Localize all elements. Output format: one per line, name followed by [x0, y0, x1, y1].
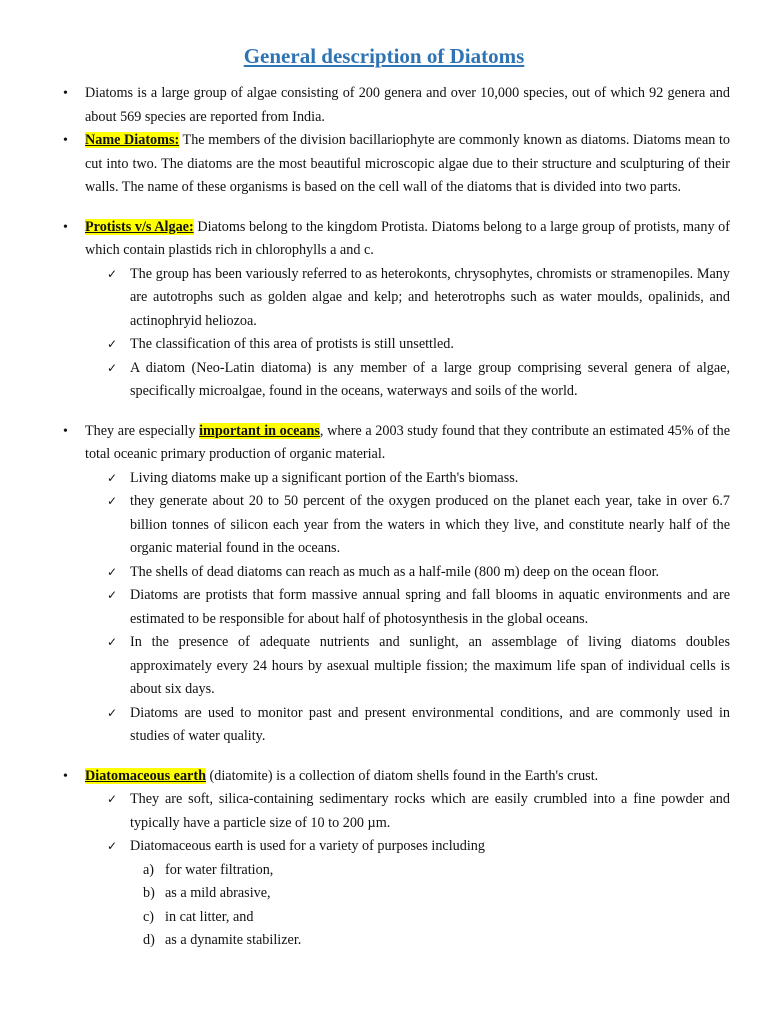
bullet-text: The members of the division bacillariophyte are commonly known as diatoms. Diatoms mean to cut into two. The diatoms are the most beautiful microscopic algae due to their structure and sculpturing of their walls. The name of these organisms is based on the cell wall of the diatoms that is divided into two parts.	[85, 132, 730, 195]
highlight-label: important in oceans	[199, 422, 320, 439]
use-text: as a dynamite stabilizer.	[165, 932, 302, 948]
use-item	[143, 882, 730, 906]
bullet-text: , where a 2003 study found that they contribute an estimated 45% of the total oceanic primary production of organic material.	[85, 422, 731, 462]
bullet-overview	[85, 82, 730, 129]
highlight-label: Diatomaceous earth	[85, 767, 206, 784]
bullet-text: Diatoms belong to the kingdom Protista. Diatoms belong to a large group of protists, many of which contain plastids rich in chlorophylls a and c.	[85, 218, 731, 258]
use-text: in cat litter, and	[165, 908, 254, 925]
check-item: ✓ The shells of dead diatoms can reach as much as a half-mile (800 m) deep on the ocean floor.	[130, 561, 730, 585]
bullet-text: Diatoms is a large group of algae consisting of 200 genera and over 10,000 species, out of which 92 genera and about 569 species are reported from India.	[85, 85, 730, 125]
check-item: ✓ Diatoms are used to monitor past and present environmental conditions, and are commonly used in studies of water quality.	[130, 702, 730, 749]
bullet-diatomaceous-earth	[85, 765, 730, 789]
bullet-text: (diatomite) is a collection of diatom shells found in the Earth's crust.	[205, 767, 599, 784]
check-list-protists	[85, 263, 730, 404]
check-list-oceans	[85, 467, 730, 749]
use-marker: d)	[143, 932, 155, 948]
bullet-name-diatoms	[85, 129, 730, 200]
check-item: ✓ In the presence of adequate nutrients and sunlight, an assemblage of living diatoms doubles approximately every 24 hours by asexual multiple fission; the maximum life span of individual cells is about six days.	[130, 631, 730, 702]
use-item	[143, 906, 730, 930]
check-item: ✓ they generate about 20 to 50 percent of the oxygen produced on the planet each year, take in over 6.7 billion tonnes of silicon each year from the waters in which they live, and constitute nearly half of the organic material found in the oceans.	[130, 490, 730, 561]
use-marker: c)	[143, 908, 155, 925]
check-item: ✓ The group has been variously referred to as heterokonts, chrysophytes, chromists or stramenopiles. Many are autotrophs such as golden algae and kelp; and heterotrophs such as water moulds, opalinids, and actinophryid heliozoa.	[130, 263, 730, 334]
highlight-label: Protists v/s Algae:	[85, 218, 194, 235]
page-title: General description of Diatoms	[243, 44, 525, 68]
check-item: ✓ Living diatoms make up a significant portion of the Earth's biomass.	[130, 467, 730, 491]
use-marker: b)	[143, 885, 155, 901]
highlight-label: Name Diatoms:	[85, 132, 180, 148]
check-item: ✓ A diatom (Neo-Latin diatoma) is any member of a large group comprising several genera of algae, specifically microalgae, found in the oceans, waterways and soils of the world.	[130, 357, 730, 404]
use-text: as a mild abrasive,	[165, 885, 271, 901]
document-body	[85, 82, 730, 953]
bullet-important-oceans	[85, 420, 730, 467]
use-item	[143, 859, 730, 883]
check-item: ✓ Diatoms are protists that form massive annual spring and fall blooms in aquatic environments and are estimated to be responsible for about half of photosynthesis in the global oceans.	[130, 584, 730, 631]
check-item: ✓ They are soft, silica-containing sedimentary rocks which are easily crumbled into a fine powder and typically have a particle size of 10 to 200 µm.	[130, 788, 730, 835]
bullet-text-pre: They are especially	[85, 422, 200, 439]
uses-list	[85, 859, 730, 953]
check-item: ✓ Diatomaceous earth is used for a variety of purposes including	[130, 835, 730, 859]
check-list-earth	[85, 788, 730, 859]
use-marker: a)	[143, 861, 155, 878]
use-text: for water filtration,	[165, 861, 274, 878]
use-item	[143, 929, 730, 953]
bullet-protists-algae	[85, 216, 730, 263]
check-item: ✓ The classification of this area of protists is still unsettled.	[130, 333, 730, 357]
